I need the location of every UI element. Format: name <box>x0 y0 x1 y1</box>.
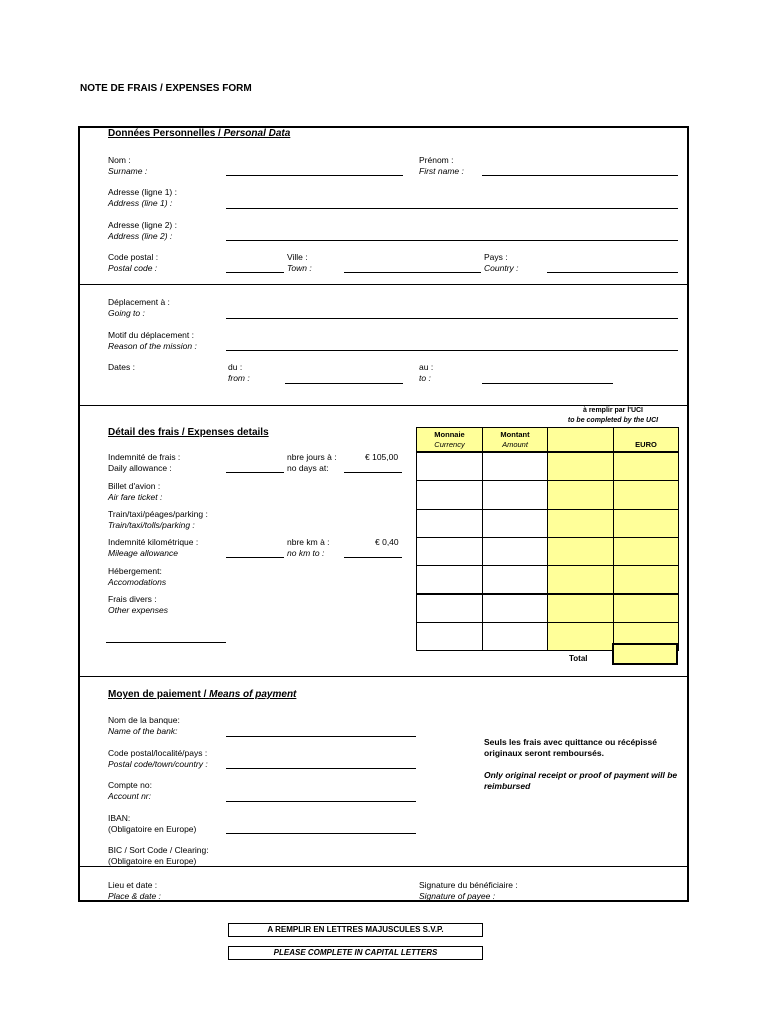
iban-label: IBAN: (Obligatoire en Europe) <box>108 813 197 834</box>
bank-postal-field[interactable] <box>226 768 416 769</box>
payment-heading: Moyen de paiement / Means of payment <box>108 689 297 700</box>
currency-cell[interactable] <box>416 480 483 509</box>
amount-cell[interactable] <box>482 594 548 623</box>
bank-postal-label: Code postal/localité/pays : Postal code/town/country : <box>108 748 208 769</box>
reason-label: Motif du déplacement : Reason of the mission : <box>108 330 197 351</box>
capital-letters-note-en: PLEASE COMPLETE IN CAPITAL LETTERS <box>228 946 483 960</box>
surname-label: Nom : Surname : <box>108 155 148 176</box>
date-from-label: du : from : <box>228 362 250 383</box>
amount-cell[interactable] <box>482 565 548 594</box>
surname-field[interactable] <box>226 175 403 176</box>
euro-cell[interactable] <box>613 509 679 538</box>
other-expenses-label: Frais divers : Other expenses <box>108 594 169 615</box>
total-label: Total <box>569 654 588 663</box>
form-title: NOTE DE FRAIS / EXPENSES FORM <box>80 83 252 94</box>
town-field[interactable] <box>344 272 481 273</box>
euro-cell[interactable] <box>613 537 679 566</box>
currency-header: Monnaie Currency <box>416 427 483 452</box>
country-label: Pays : Country : <box>484 252 519 273</box>
uci-note: à remplir par l'UCI to be completed by the UCI <box>567 407 659 424</box>
amount-header: Montant Amount <box>482 427 548 452</box>
iban-field[interactable] <box>226 833 416 834</box>
address2-field[interactable] <box>226 240 678 241</box>
euro-cell[interactable] <box>613 594 679 623</box>
receipt-notice-en: Only original receipt or proof of payment will be reimbursed <box>484 770 678 791</box>
euro-header: EURO <box>613 427 679 452</box>
other-expenses-field[interactable] <box>106 642 226 643</box>
postal-code-field[interactable] <box>226 272 284 273</box>
total-euro-cell[interactable] <box>612 643 678 665</box>
currency-cell[interactable] <box>416 622 483 651</box>
account-label: Compte no: Account nr: <box>108 780 152 801</box>
uci-cell[interactable] <box>547 480 614 509</box>
currency-cell[interactable] <box>416 565 483 594</box>
amount-cell[interactable] <box>482 622 548 651</box>
firstname-field[interactable] <box>482 175 678 176</box>
euro-cell[interactable] <box>613 565 679 594</box>
section-divider <box>78 676 689 677</box>
going-to-field[interactable] <box>226 318 678 319</box>
amount-cell[interactable] <box>482 537 548 566</box>
currency-cell[interactable] <box>416 537 483 566</box>
uci-cell[interactable] <box>547 452 614 481</box>
date-to-field[interactable] <box>482 383 613 384</box>
amount-cell[interactable] <box>482 509 548 538</box>
days-rate: € 105,00 <box>365 452 399 462</box>
receipt-notice-fr: Seuls les frais avec quittance ou récépissé originaux seront remboursés. <box>484 737 657 758</box>
town-label: Ville : Town : <box>287 252 312 273</box>
uci-cell[interactable] <box>547 537 614 566</box>
date-to-label: au : to : <box>419 362 434 383</box>
postal-code-label: Code postal : Postal code : <box>108 252 159 273</box>
amount-cell[interactable] <box>482 480 548 509</box>
uci-cell[interactable] <box>547 509 614 538</box>
air-label: Billet d'avion : Air fare ticket : <box>108 481 163 502</box>
allowance-label: Indemnité de frais : Daily allowance : <box>108 452 181 473</box>
bank-label: Nom de la banque: Name of the bank: <box>108 715 180 736</box>
country-field[interactable] <box>547 272 678 273</box>
uci-cell[interactable] <box>547 594 614 623</box>
address1-label: Adresse (ligne 1) : Address (line 1) : <box>108 187 177 208</box>
uci-cell[interactable] <box>547 565 614 594</box>
uci-cell[interactable] <box>547 622 614 651</box>
address1-field[interactable] <box>226 208 678 209</box>
personal-data-heading: Données Personnelles / Personal Data <box>108 128 291 139</box>
place-date-label: Lieu et date : Place & date : <box>108 880 161 901</box>
bic-label: BIC / Sort Code / Clearing: (Obligatoire en Europe) <box>108 845 209 866</box>
account-field[interactable] <box>226 801 416 802</box>
signature-label: Signature du bénéficiaire : Signature of payee : <box>419 880 518 901</box>
km-label: nbre km à : no km to : <box>287 537 330 558</box>
euro-cell[interactable] <box>613 452 679 481</box>
currency-cell[interactable] <box>416 509 483 538</box>
allowance-field[interactable] <box>226 472 284 473</box>
section-divider <box>78 284 689 285</box>
address2-label: Adresse (ligne 2) : Address (line 2) : <box>108 220 177 241</box>
firstname-label: Prénom : First name : <box>419 155 464 176</box>
euro-cell[interactable] <box>613 480 679 509</box>
expenses-heading: Détail des frais / Expenses details <box>108 427 269 438</box>
reason-field[interactable] <box>226 350 678 351</box>
dates-label: Dates : <box>108 362 135 372</box>
accommodation-label: Hébergement: Accomodations <box>108 566 167 587</box>
mileage-label: Indemnité kilométrique : Mileage allowance <box>108 537 199 558</box>
date-from-field[interactable] <box>285 383 403 384</box>
currency-cell[interactable] <box>416 594 483 623</box>
train-label: Train/taxi/péages/parking : Train/taxi/tolls/parking : <box>108 509 208 530</box>
km-rate: € 0,40 <box>375 537 399 547</box>
days-field[interactable] <box>344 472 402 473</box>
days-label: nbre jours à : no days at: <box>287 452 337 473</box>
mileage-field[interactable] <box>226 557 284 558</box>
bank-field[interactable] <box>226 736 416 737</box>
km-field[interactable] <box>344 557 402 558</box>
going-to-label: Déplacement à : Going to : <box>108 297 170 318</box>
capital-letters-note-fr: A REMPLIR EN LETTRES MAJUSCULES S.V.P. <box>228 923 483 937</box>
uci-header-cell <box>547 427 614 452</box>
currency-cell[interactable] <box>416 452 483 481</box>
amount-cell[interactable] <box>482 452 548 481</box>
